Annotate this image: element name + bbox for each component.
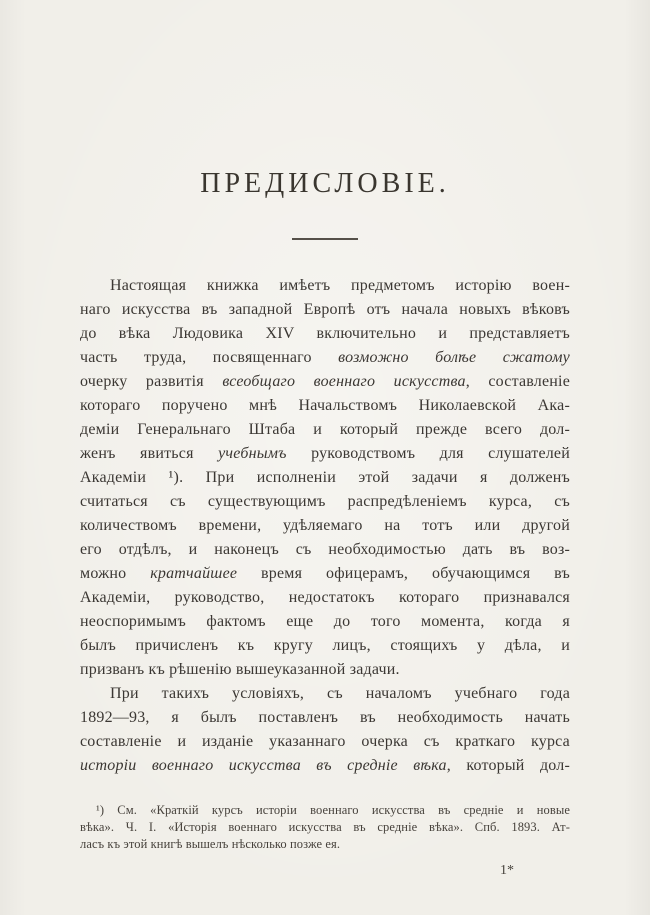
paragraph-line [80,658,570,682]
page-title: ПРЕДИСЛОВІЕ. [200,168,450,199]
text-run: Академіи ¹). При исполненіи этой задачи я долженъ [80,469,570,486]
paragraph-line [80,298,570,322]
paragraph-line [80,682,570,706]
text-run: часть труда, посвященнаго [80,349,339,366]
text-run: до вѣка Людовика XIV включительно и представляетъ [80,325,570,342]
text-run: можно [80,565,151,582]
paragraph-line [80,322,570,346]
paragraph-line [80,706,570,730]
text-run: былъ причисленъ къ кругу лицъ, стоящихъ у дѣла, и [80,637,570,654]
paragraph-line [80,346,570,370]
text-run: призванъ къ рѣшенію вышеуказанной задачи. [80,661,400,678]
text-run: очерку развитія [80,373,223,390]
paragraph-line [80,394,570,418]
paragraph-line [80,466,570,490]
paragraph-line [80,370,570,394]
paragraph-line [80,754,570,778]
text-run: руководствомъ для слушателей [286,445,570,462]
text-run: возможно болѣе сжатому [338,349,570,366]
footnote-line [80,819,570,836]
text-run: вѣка». Ч. І. «Исторія военнаго искусства въ средніе вѣка». Спб. 1893. Ат- [80,820,570,834]
paragraph-line [80,490,570,514]
paragraph-line [80,514,570,538]
text-run: неоспоримымъ фактомъ еще до того момента, когда я [80,613,570,630]
text-run: его отдѣлъ, и наконецъ съ необходимостью дать въ воз- [80,541,570,558]
paragraph-line [80,634,570,658]
footnote-line [80,836,570,853]
text-run: время офицерамъ, обучающимся въ [237,565,570,582]
text-run: считаться съ существующимъ распредѣленіемъ курса, съ [80,493,570,510]
text-run: всеобщаго военнаго искусства [222,373,466,390]
text-run: , который дол- [446,757,570,774]
text-run: , составленіе [465,373,570,390]
paragraph-line [80,610,570,634]
text-run: деміи Генеральнаго Штаба и который прежде всего дол- [80,421,570,438]
text-run: ¹) См. «Краткій курсъ исторіи военнаго искусства въ средніе и новые [96,803,570,817]
text-run: 1892—93, я былъ поставленъ въ необходимость начать [80,709,570,726]
title-divider [292,238,358,240]
text-run: ласъ къ этой книгѣ вышелъ нѣсколько позже ея. [80,837,341,851]
text-run: составленіе и изданіе указаннаго очерка съ краткаго курса [80,733,570,750]
text-run: количествомъ времени, удѣляемаго на тотъ или другой [80,517,570,534]
text-run: При такихъ условіяхъ, съ началомъ учебнаго года [110,685,570,702]
paragraph-line [80,538,570,562]
body-text [80,274,570,778]
paragraph-line [80,586,570,610]
paragraph-line [80,730,570,754]
paragraph-line [80,418,570,442]
text-run: женъ явиться [80,445,219,462]
text-run: учебнымъ [218,445,287,462]
paragraph-line [80,274,570,298]
footnote [80,802,570,853]
paragraph-line [80,442,570,466]
text-run: Настоящая книжка имѣетъ предметомъ исторію воен- [110,277,570,294]
paragraph-line [80,562,570,586]
text-run: наго искусства въ западной Европѣ отъ начала новыхъ вѣковъ [80,301,570,318]
text-run: котораго поручено мнѣ Начальствомъ Николаевской Ака- [80,397,570,414]
text-run: исторіи военнаго искусства въ средніе вѣка [80,757,447,774]
text-run: кратчайшее [150,565,238,582]
footnote-line [80,802,570,819]
page-signature: 1* [500,863,514,878]
text-run: Академіи, руководство, недостатокъ котораго признавался [80,589,570,606]
